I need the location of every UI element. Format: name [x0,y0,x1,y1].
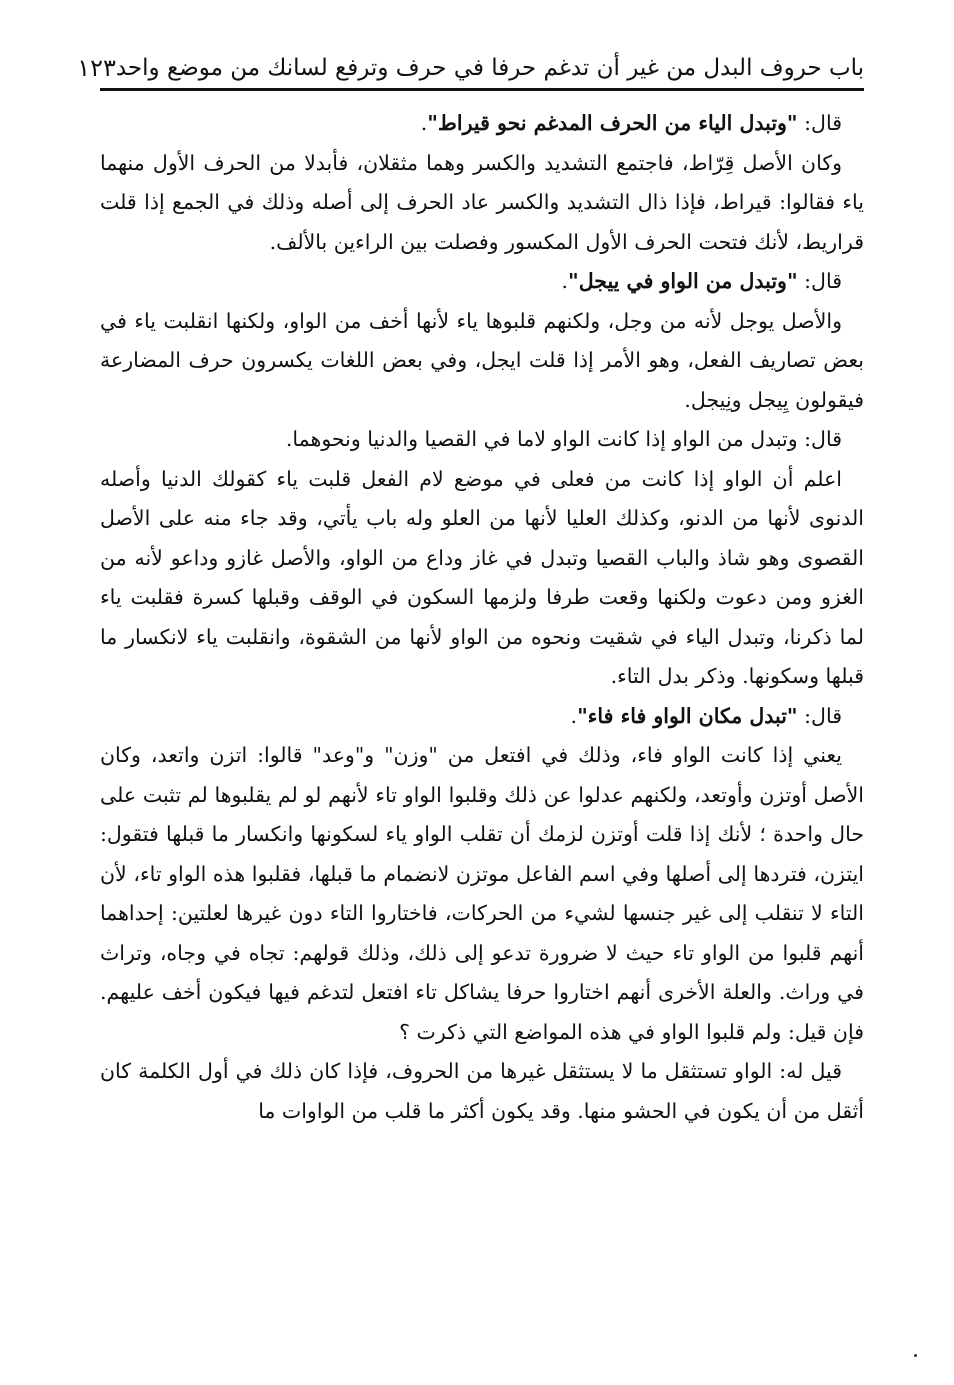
paragraph: قال: وتبدل من الواو إذا كانت الواو لاما في القصيا والدنيا ونحوهما. [285,427,842,451]
page-header [77,48,864,91]
chapter-title: باب حروف البدل من غير أن تدغم حرفا في حرف وترفع لسانك من موضع واحد [115,55,864,81]
paragraph: اعلم أن الواو إذا كانت من فعلى في موضع لام الفعل قلبت ياء كقولك الدنيا وأصله الدنوى لأنها من الدنو، وكذلك العليا لأنها من العلو وله باب يأتي، وقد جاء منه على الأصل القصوى وهو شاذ والباب القصيا وتبدل في غاز وداع من الواو، والأصل غازو وداعو لأنه من الغزو ومن دعوت ولكنها وقعت طرفا ولزمها السكون في الوقف وقبلها كسرة فقلبت ياء لما ذكرنا، وتبدل الياء في شقيت ونحوه من الواو لأنها من الشقوة، وانقلبت ياء لانكسار ما قبلها وسكونها. وذكر بدل التاء. [100,466,864,688]
book-page [77,0,864,1385]
paragraph: وكان الأصل قِرّاط، فاجتمع التشديد والكسر وهما مثقلان، فأبدلا من الحرف الأول منهما ياء فقالوا: قيراط، فإذا ذال التشديد والكسر عاد الحرف إلى أصله وذلك في الجمع إذا قلت قراريط، لأنك فتحت الحرف الأول المكسور وفصلت بين الراءين بالألف. [100,150,864,254]
paragraph: يعني إذا كانت الواو فاء، وذلك في افتعل من "وزن" و"وعد" قالوا: اتزن واتعد، وكان الأصل أوتزن وأوتعد، ولكنهم عدلوا عن ذلك وقلبوا الواو تاء لأنهم لو لم يقلبوها لم تثبت على حال واحدة ؛ لأنك إذا قلت أوتزن لزمك أن تقلب الواو ياء لسكونها وانكسار ما قبلها فتقول: ايتزن، فتردها إلى أصلها وفي اسم الفاعل موتزن لانضمام ما قبلها، فقلبوا هذه الواو تاء، لأن التاء لا تنقلب إلى غير جنسها لشيء من الحركات، فاختاروا التاء دون غيرها لعلتين: إحداهما أنهم قلبوا من الواو تاء حيث لا ضرورة تدعو إلى ذلك، وذلك قولهم: تجاه في وجاه، وتراث في وراث. والعلة الأخرى أنهم اختاروا حرفا يشاكل تاء افتعل لتدغم فيها فيكون أخف عليهم. فإن قيل: ولم قلبوا الواو في هذه المواضع التي ذكرت ؟ [100,743,864,1044]
page-number: ١٢٣ [77,54,116,82]
paragraph-quote: قال: "تبدل مكان الواو فاء فاء". [570,703,842,728]
paragraph: قيل له: الواو تستثقل ما لا يستثقل غيرها من الحروف، فإذا كان ذلك في أول الكلمة كان أثقل من أن يكون في الحشو منها. وقد يكون أكثر ما قلب من الواوات ما [100,1059,864,1123]
page-body [100,104,864,1131]
paragraph: والأصل يوجل لأنه من وجل، ولكنهم قلبوها ياء لأنها أخف من الواو، ولكنها انقلبت ياء في بعض تصاريف الفعل، وهو الأمر إذا قلت ايجل، وفي بعض اللغات يكسرون حرف المضارعة فيقولون يِيجل ونِيجل. [100,308,864,412]
paragraph-quote: قال: "وتبدل الياء من الحرف المدغم نحو قيراط". [420,111,842,135]
scan-speck [914,1354,917,1357]
paragraph-quote: قال: "وتبدل من الواو في ييجل". [561,269,842,293]
